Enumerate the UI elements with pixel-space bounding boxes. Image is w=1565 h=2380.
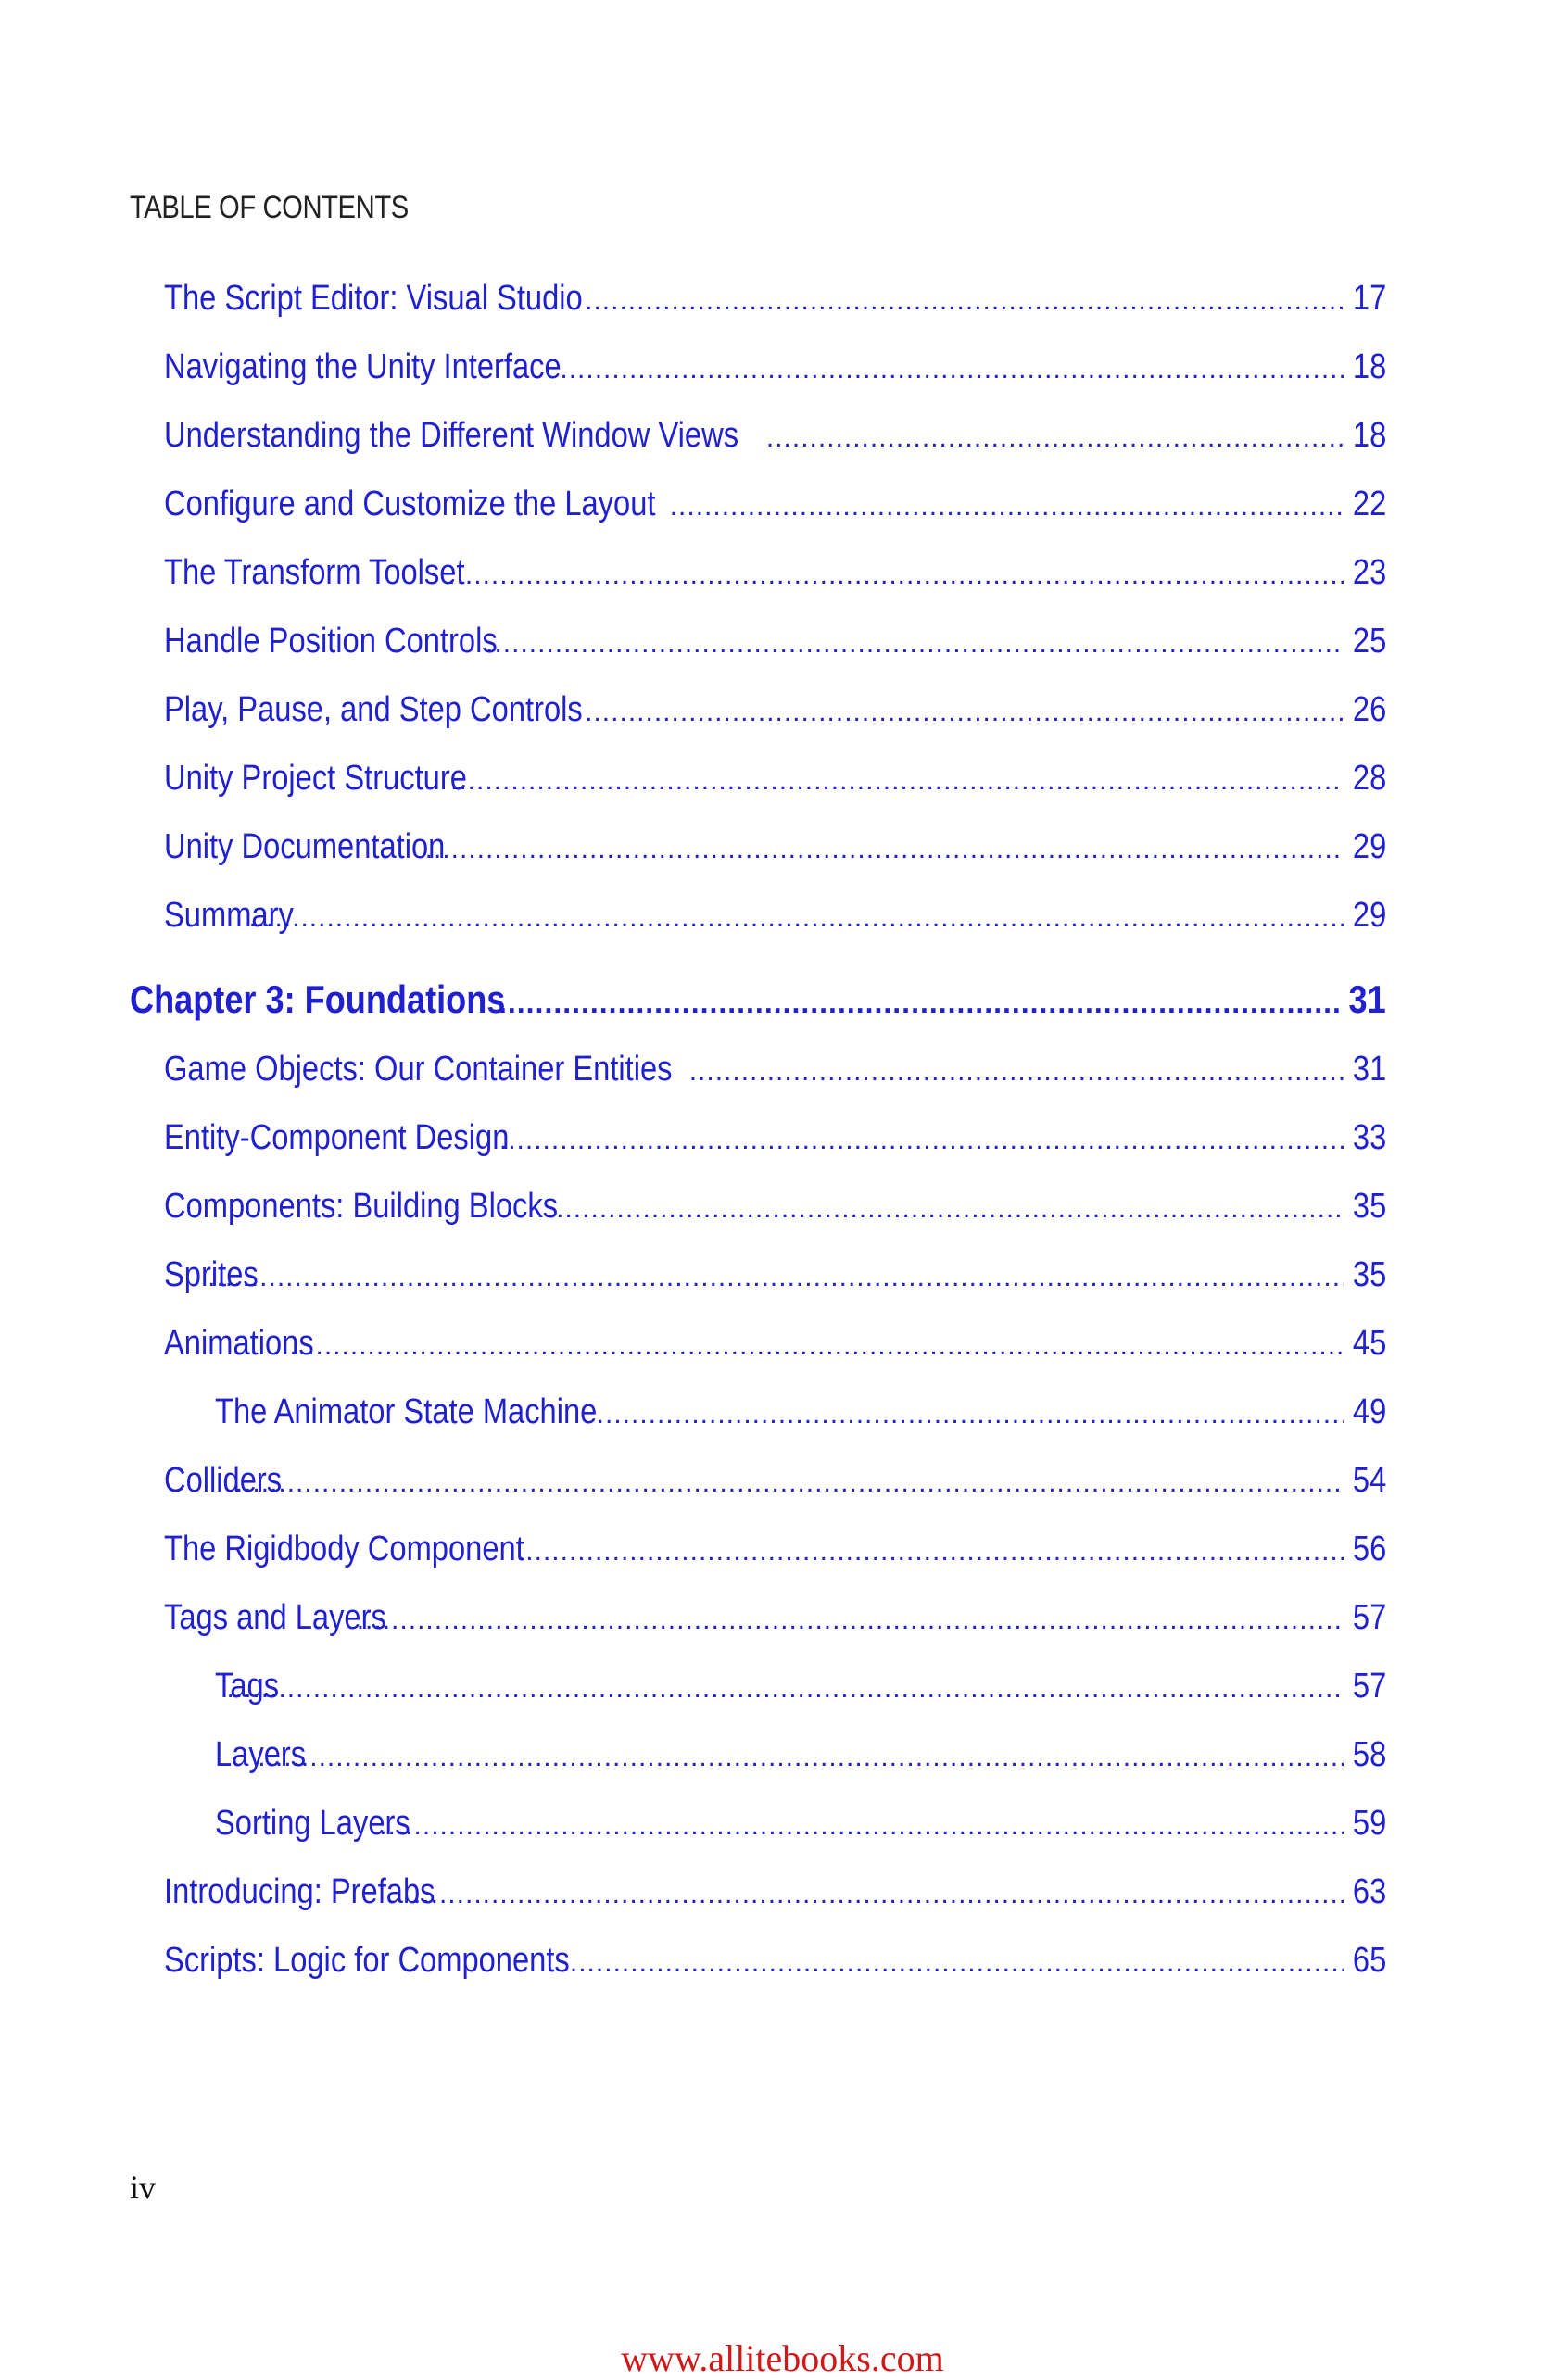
dot-leader bbox=[450, 757, 1344, 805]
dot-leader bbox=[597, 1391, 1344, 1439]
toc-entry-title: Understanding the Different Window Views bbox=[164, 416, 739, 455]
toc-entry[interactable] bbox=[164, 891, 1386, 939]
dot-leader bbox=[585, 688, 1344, 737]
toc-entry-title: Navigating the Unity Interface bbox=[164, 347, 562, 386]
toc-entry-page: 26 bbox=[1352, 690, 1386, 729]
toc-entry-page: 29 bbox=[1352, 896, 1386, 935]
toc-entry-page: 31 bbox=[1348, 977, 1386, 1021]
toc-entry-title: The Script Editor: Visual Studio bbox=[164, 279, 583, 318]
dot-leader bbox=[235, 1459, 1344, 1507]
toc-entry-page: 58 bbox=[1352, 1735, 1386, 1774]
toc-entry-title: Layers bbox=[215, 1735, 307, 1774]
toc-entry[interactable] bbox=[164, 754, 1386, 802]
dot-leader bbox=[208, 1253, 1344, 1302]
toc-entry[interactable] bbox=[164, 1936, 1386, 1984]
toc-entry-page: 29 bbox=[1352, 827, 1386, 866]
toc-entry-page: 31 bbox=[1352, 1050, 1386, 1089]
toc-entry-title: Handle Position Controls bbox=[164, 622, 498, 661]
dot-leader bbox=[258, 1733, 1343, 1782]
running-header: TABLE OF CONTENTS bbox=[130, 190, 409, 225]
toc-entry-title: Play, Pause, and Step Controls bbox=[164, 690, 583, 729]
dot-leader bbox=[272, 1322, 1344, 1370]
toc-chapter-entry[interactable] bbox=[130, 973, 1386, 1026]
dot-leader bbox=[379, 1802, 1344, 1850]
toc-entry[interactable] bbox=[164, 411, 1386, 460]
toc-entry-page: 35 bbox=[1352, 1255, 1386, 1294]
toc-entry-title: Tags and Layers bbox=[164, 1598, 386, 1637]
toc-entry-title: The Rigidbody Component bbox=[164, 1530, 524, 1568]
toc-entry-page: 18 bbox=[1352, 347, 1386, 386]
toc-entry-page: 45 bbox=[1352, 1324, 1386, 1363]
toc-entry[interactable] bbox=[164, 548, 1386, 597]
dot-leader bbox=[357, 1596, 1344, 1644]
dot-leader bbox=[448, 551, 1343, 599]
toc-entry-title: Colliders bbox=[164, 1461, 283, 1500]
toc-entry-page: 18 bbox=[1352, 416, 1386, 455]
toc-entry-page: 28 bbox=[1352, 759, 1386, 798]
toc-entry-title: Game Objects: Our Container Entities bbox=[164, 1050, 673, 1089]
toc-entry-title: Tags bbox=[215, 1667, 280, 1706]
toc-entry-title: Entity-Component Design bbox=[164, 1118, 510, 1157]
toc-subentry[interactable] bbox=[215, 1388, 1386, 1436]
toc-entry[interactable] bbox=[164, 1593, 1386, 1642]
toc-entry-page: 63 bbox=[1352, 1872, 1386, 1911]
toc-entry-title: Unity Project Structure bbox=[164, 759, 467, 798]
toc-entry[interactable] bbox=[164, 1251, 1386, 1299]
dot-leader bbox=[517, 1528, 1344, 1576]
toc-entry[interactable] bbox=[164, 274, 1386, 322]
toc-entry[interactable] bbox=[164, 686, 1386, 734]
dot-leader bbox=[766, 414, 1344, 462]
toc-entry-page: 35 bbox=[1352, 1187, 1386, 1226]
toc-entry[interactable] bbox=[164, 1114, 1386, 1162]
dot-leader bbox=[486, 620, 1344, 668]
toc-entry-title: Sprites bbox=[164, 1255, 259, 1294]
toc-entry-page: 57 bbox=[1352, 1667, 1386, 1706]
dot-leader bbox=[570, 1939, 1344, 1987]
dot-leader bbox=[670, 483, 1344, 531]
toc-entry-title: Components: Building Blocks bbox=[164, 1187, 559, 1226]
page-folio: iv bbox=[130, 2169, 157, 2206]
toc-entry[interactable] bbox=[164, 1319, 1386, 1367]
toc-subentry[interactable] bbox=[215, 1799, 1386, 1847]
toc-entry-page: 56 bbox=[1352, 1530, 1386, 1568]
toc-entry-page: 22 bbox=[1352, 485, 1386, 523]
dot-leader bbox=[689, 1048, 1344, 1096]
toc-entry-page: 59 bbox=[1352, 1804, 1386, 1843]
toc-entry[interactable] bbox=[164, 480, 1386, 528]
toc-entry[interactable] bbox=[164, 617, 1386, 665]
dot-leader bbox=[226, 1665, 1343, 1713]
toc-entry[interactable] bbox=[164, 1868, 1386, 1916]
toc-entry[interactable] bbox=[164, 1456, 1386, 1505]
toc-entry-title: Animations bbox=[164, 1324, 314, 1363]
dot-leader bbox=[560, 346, 1343, 394]
dot-leader bbox=[413, 1870, 1344, 1919]
toc-entry[interactable] bbox=[164, 1045, 1386, 1093]
toc-entry-title: Summary bbox=[164, 896, 294, 935]
watermark-link[interactable]: www.allitebooks.com bbox=[621, 2337, 944, 2379]
toc-entry-title: Scripts: Logic for Components bbox=[164, 1941, 570, 1980]
toc-entry-title: The Animator State Machine bbox=[215, 1392, 598, 1431]
dot-leader bbox=[499, 976, 1339, 1029]
toc-entry-page: 65 bbox=[1352, 1941, 1386, 1980]
toc-subentry[interactable] bbox=[215, 1731, 1386, 1779]
toc-entry-title: Unity Documentation bbox=[164, 827, 446, 866]
dot-leader bbox=[499, 1116, 1344, 1165]
toc-entry-title: Sorting Layers bbox=[215, 1804, 410, 1843]
toc-entry-page: 49 bbox=[1352, 1392, 1386, 1431]
toc-entry-title: Configure and Customize the Layout bbox=[164, 485, 656, 523]
toc-entry-page: 17 bbox=[1352, 279, 1386, 318]
toc-entry-page: 23 bbox=[1352, 553, 1386, 592]
dot-leader bbox=[248, 894, 1343, 942]
toc-entry[interactable] bbox=[164, 1182, 1386, 1230]
toc-entry-title: The Transform Toolset bbox=[164, 553, 465, 592]
toc-entry-page: 25 bbox=[1352, 622, 1386, 661]
toc-entry[interactable] bbox=[164, 343, 1386, 391]
toc-entry-page: 33 bbox=[1352, 1118, 1386, 1157]
toc-entry-title: Introducing: Prefabs bbox=[164, 1872, 435, 1911]
toc-entry-title: Chapter 3: Foundations bbox=[130, 977, 506, 1021]
toc-entry[interactable] bbox=[164, 1525, 1386, 1573]
dot-leader bbox=[585, 277, 1344, 325]
dot-leader bbox=[556, 1185, 1344, 1233]
toc-entry-page: 57 bbox=[1352, 1598, 1386, 1637]
dot-leader bbox=[425, 825, 1344, 874]
toc-entry[interactable] bbox=[164, 823, 1386, 871]
toc-entry-page: 54 bbox=[1352, 1461, 1386, 1500]
toc-subentry[interactable] bbox=[215, 1662, 1386, 1710]
